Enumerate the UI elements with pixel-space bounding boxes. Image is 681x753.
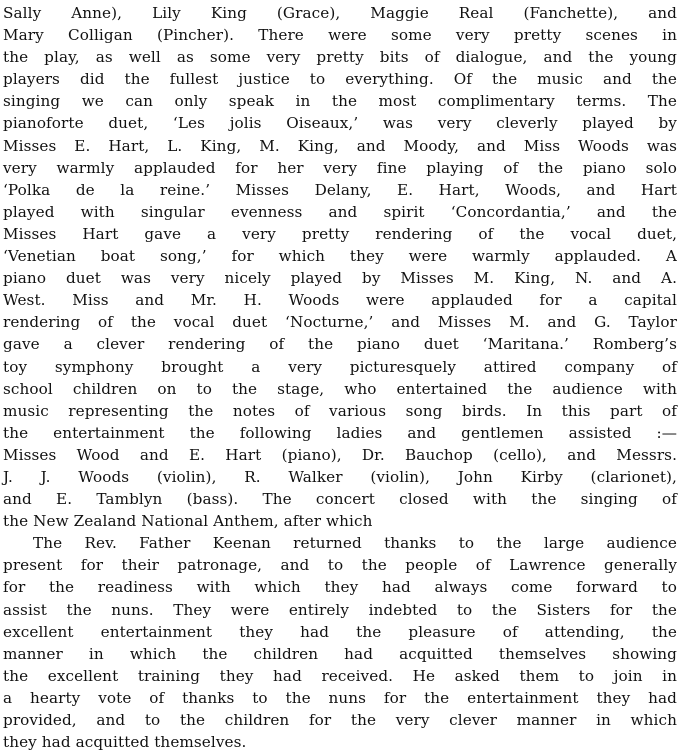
text-line: manner in which the children had acquitted themselves showing [3, 644, 677, 663]
text-line: school children on to the stage, who entertained the audience with [3, 379, 677, 398]
text-line: the New Zealand National Anthem, after which [3, 512, 373, 531]
article-column [3, 2, 677, 753]
text-line: played with singular evenness and spirit ‘Concordantia,’ and the [3, 202, 677, 221]
text-line: very warmly applauded for her very fine playing of the piano solo [3, 158, 677, 177]
text-line: they had acquitted themselves. [3, 733, 247, 752]
text-line: ‘Polka de la reine.’ Misses Delany, E. Hart, Woods, and Hart [3, 180, 677, 199]
text-line: West. Miss and Mr. H. Woods were applauded for a capital [3, 291, 677, 310]
text-line: J. J. Woods (violin), R. Walker (violin), John Kirby (clarionet), [3, 467, 677, 486]
text-line: Sally Anne), Lily King (Grace), Maggie Real (Fanchette), and [3, 4, 677, 22]
text-line: Mary Colligan (Pincher). There were some very pretty scenes in [3, 26, 677, 45]
text-line: Misses E. Hart, L. King, M. King, and Moody, and Miss Woods was [3, 136, 677, 155]
paragraph-concert-report [3, 2, 677, 532]
text-line: the excellent training they had received. He asked them to join in [3, 666, 677, 685]
text-line: ‘Venetian boat song,’ for which they were warmly applauded. A [3, 247, 677, 266]
text-line: assist the nuns. They were entirely indebted to the Sisters for the [3, 600, 677, 619]
text-line: gave a clever rendering of the piano duet ‘Maritana.’ Romberg’s [3, 335, 677, 354]
text-line: players did the fullest justice to everything. Of the music and the [3, 70, 677, 89]
text-line: and E. Tamblyn (bass). The concert closed with the singing of [3, 490, 677, 509]
text-line: present for their patronage, and to the people of Lawrence generally [3, 556, 677, 575]
text-line: for the readiness with which they had always come forward to [3, 578, 677, 597]
text-line: music representing the notes of various song birds. In this part of [3, 401, 677, 420]
text-line: singing we can only speak in the most complimentary terms. The [3, 92, 677, 111]
paragraph-vote-of-thanks [3, 532, 677, 753]
text-line: a hearty vote of thanks to the nuns for the entertainment they had [3, 688, 677, 707]
text-line: the play, as well as some very pretty bits of dialogue, and the young [3, 48, 677, 67]
text-line: provided, and to the children for the very clever manner in which [3, 711, 677, 729]
text-line: The Rev. Father Keenan returned thanks to the large audience [33, 534, 677, 553]
text-line: Misses Wood and E. Hart (piano), Dr. Bauchop (cello), and Messrs. [3, 445, 677, 464]
text-line: piano duet was very nicely played by Misses M. King, N. and A. [3, 269, 677, 288]
text-line: toy symphony brought a very picturesquely attired company of [3, 357, 677, 376]
text-line: excellent entertainment they had the pleasure of attending, the [3, 622, 677, 641]
text-line: pianoforte duet, ‘Les jolis Oiseaux,’ was very cleverly played by [3, 114, 677, 133]
text-line: rendering of the vocal duet ‘Nocturne,’ and Misses M. and G. Taylor [3, 313, 677, 332]
text-line: Misses Hart gave a very pretty rendering of the vocal duet, [3, 224, 677, 243]
text-line: the entertainment the following ladies and gentlemen assisted :— [3, 423, 677, 442]
